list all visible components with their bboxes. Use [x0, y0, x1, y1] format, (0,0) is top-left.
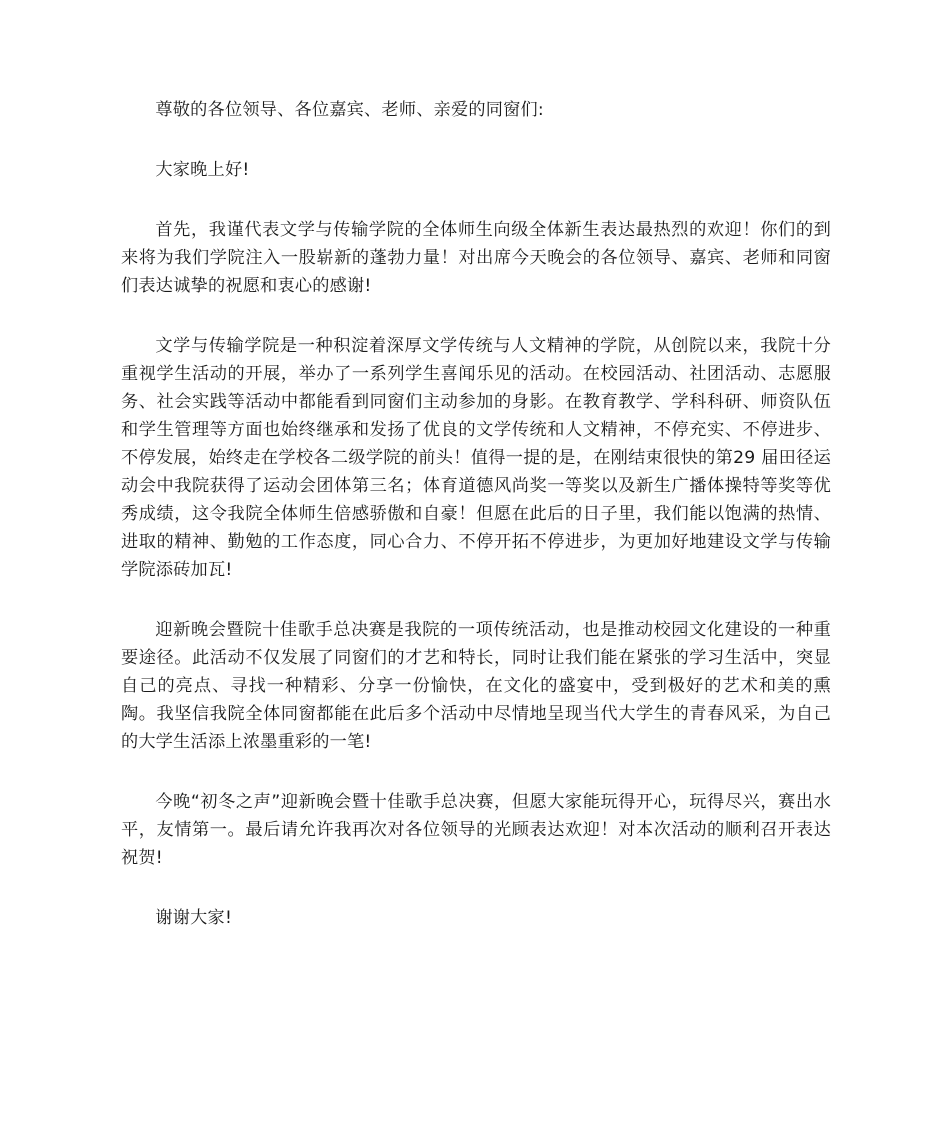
- paragraph-event-significance: 迎新晚会暨院十佳歌手总决赛是我院的一项传统活动，也是推动校园文化建设的一种重要途径。此活动不仅发展了同窗们的才艺和特长，同时让我们能在紧张的学习生活中，突显自己的亮点、寻找一种精彩、分享一份愉快，在文化的盛宴中，受到极好的艺术和美的熏陶。我坚信我院全体同窗都能在此后多个活动中尽情地呈现当代大学生的青春风采，为自己的大学生活添上浓墨重彩的一笔!: [121, 620, 831, 752]
- paragraph-college-intro: 文学与传输学院是一种积淀着深厚文学传统与人文精神的学院，从创院以来，我院十分重视学生活动的开展，举办了一系列学生喜闻乐见的活动。在校园活动、社团活动、志愿服务、社会实践等活动中都能看到同窗们主动参加的身影。在教育教学、学科科研、师资队伍和学生管理等方面也始终继承和发扬了优良的文学传统和人文精神，不停充实、不停进步、不停发展，始终走在学校各二级学院的前头！值得一提的是，在刚结束很快的第29 届田径运动会中我院获得了运动会团体第三名；体育道德风尚奖一等奖以及新生广播体操特等奖等优秀成绩，这令我院全体师生倍感骄傲和自豪！但愿在此后的日子里，我们能以饱满的热情、进取的精神、勤勉的工作态度，同心合力、不停开拓不停进步，为更加好地建设文学与传输学院添砖加瓦!: [121, 336, 831, 580]
- salutation: 尊敬的各位领导、各位嘉宾、老师、亲爱的同窗们:: [155, 100, 544, 120]
- document-body: [121, 96, 831, 964]
- paragraph-welcome: 首先，我谨代表文学与传输学院的全体师生向级全体新生表达最热烈的欢迎！你们的到来将为我们学院注入一股崭新的蓬勃力量！对出席今天晚会的各位领导、嘉宾、老师和同窗们表达诚挚的祝愿和衷心的感谢!: [121, 220, 831, 296]
- paragraph-tonight-wishes: 今晚“初冬之声”迎新晚会暨十佳歌手总决赛，但愿大家能玩得开心，玩得尽兴，赛出水平，友情第一。最后请允许我再次对各位领导的光顾表达欢迎！对本次活动的顺利召开表达祝贺!: [121, 792, 831, 868]
- greeting: 大家晚上好!: [155, 160, 250, 180]
- closing-thanks: 谢谢大家!: [155, 908, 233, 928]
